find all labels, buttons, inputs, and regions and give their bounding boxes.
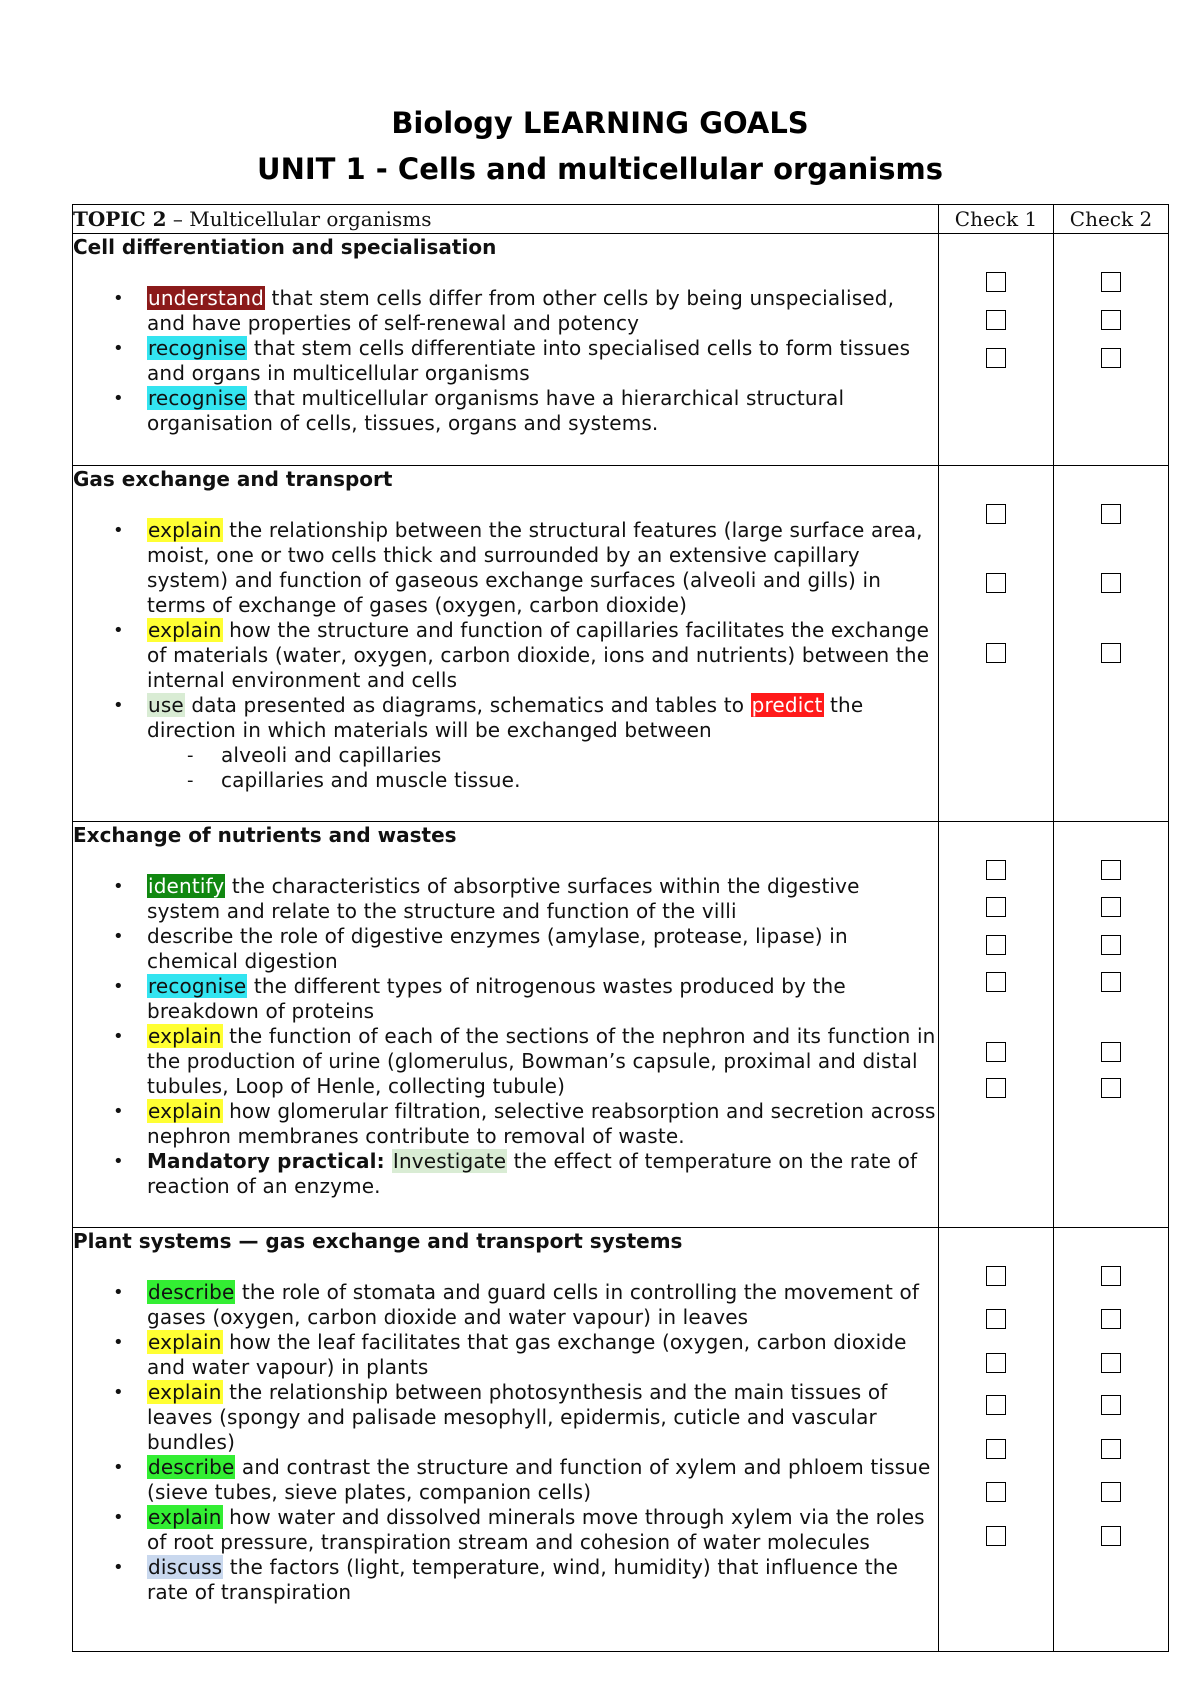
mandatory-label: Mandatory practical: xyxy=(147,1149,392,1173)
document-title-block xyxy=(0,100,1200,192)
checkbox[interactable] xyxy=(986,348,1006,368)
checkbox[interactable] xyxy=(986,1395,1006,1415)
goal-item xyxy=(73,693,938,793)
goal-item xyxy=(73,1455,938,1505)
checkbox[interactable] xyxy=(1101,1353,1121,1373)
check-1-cell xyxy=(939,466,1054,822)
checkbox[interactable] xyxy=(986,1309,1006,1329)
verb-highlight: predict xyxy=(751,693,823,717)
goal-text: the factors (light, temperature, wind, humidity) that influence the rate of transpiration xyxy=(147,1555,899,1604)
unit-title: UNIT 1 - Cells and multicellular organisms xyxy=(257,152,943,186)
sub-item: - alveoli and capillaries xyxy=(147,743,938,768)
verb-highlight: identify xyxy=(148,874,225,898)
goal-text: how the structure and function of capillaries facilitates the exchange of materials (water, oxygen, carbon dioxide, ions and nutrients) between the internal environment and cells xyxy=(147,618,930,692)
checkbox[interactable] xyxy=(1101,1266,1121,1286)
learning-goals-table xyxy=(72,204,1169,1652)
checkbox[interactable] xyxy=(1101,504,1121,524)
goal-item xyxy=(73,974,938,1024)
checkbox[interactable] xyxy=(986,272,1006,292)
goal-text: the effect of temperature on the rate of reaction of an enzyme. xyxy=(147,1149,918,1198)
goal-list xyxy=(73,874,938,1199)
verb-highlight: Investigate xyxy=(392,1149,507,1173)
verb-highlight: explain xyxy=(148,1505,222,1529)
goal-text: that stem cells differ from other cells by being unspecialised, and have properties of self-renewal and potency xyxy=(147,286,895,335)
goal-text: that multicellular organisms have a hierarchical structural organisation of cells, tissues, organs and systems. xyxy=(147,386,845,435)
goal-item xyxy=(73,1024,938,1099)
check-1-cell xyxy=(939,1228,1054,1652)
sub-item: - capillaries and muscle tissue. xyxy=(147,768,938,793)
verb-highlight: explain xyxy=(148,1024,222,1048)
verb-highlight: recognise xyxy=(148,336,247,360)
goal-item xyxy=(73,1505,938,1555)
checkbox[interactable] xyxy=(1101,897,1121,917)
section-row xyxy=(73,466,1169,822)
goal-item xyxy=(73,1380,938,1455)
verb-highlight: discuss xyxy=(148,1555,223,1579)
check-1-header: Check 1 xyxy=(939,205,1054,234)
verb-highlight: explain xyxy=(148,1380,222,1404)
verb-highlight: explain xyxy=(148,1099,222,1123)
goal-text: the relationship between the structural features (large surface area, moist, one or two cells thick and surrounded by an extensive capillary system) and function of gaseous exchange surfaces (alveoli and gills) in terms of exchange of gases (oxygen, carbon dioxide) xyxy=(147,518,923,617)
checkbox[interactable] xyxy=(986,935,1006,955)
checkbox[interactable] xyxy=(986,1526,1006,1546)
goal-list xyxy=(73,1280,938,1605)
goal-item xyxy=(73,518,938,618)
check-2-cell xyxy=(1054,822,1169,1228)
check-2-cell xyxy=(1054,1228,1169,1652)
check-2-cell xyxy=(1054,466,1169,822)
checkbox[interactable] xyxy=(1101,860,1121,880)
check-1-cell xyxy=(939,234,1054,466)
checkbox[interactable] xyxy=(1101,310,1121,330)
checkbox[interactable] xyxy=(986,643,1006,663)
goal-item xyxy=(73,874,938,924)
section-title: Cell differentiation and specialisation xyxy=(73,235,497,259)
checkbox[interactable] xyxy=(986,1266,1006,1286)
goal-item xyxy=(73,1149,938,1199)
checkbox[interactable] xyxy=(1101,935,1121,955)
section-row xyxy=(73,1228,1169,1652)
verb-highlight: recognise xyxy=(148,386,247,410)
checkbox[interactable] xyxy=(986,1439,1006,1459)
section-row xyxy=(73,234,1169,466)
check-1-cell xyxy=(939,822,1054,1228)
goal-text: how water and dissolved minerals move through xylem via the roles of root pressure, transpiration stream and cohesion of water molecules xyxy=(147,1505,925,1554)
sub-list xyxy=(147,743,938,793)
checkbox[interactable] xyxy=(986,1078,1006,1098)
section-title: Gas exchange and transport xyxy=(73,467,393,491)
goal-text: the role of stomata and guard cells in controlling the movement of gases (oxygen, carbon dioxide and water vapour) in leaves xyxy=(147,1280,920,1329)
goal-list xyxy=(73,286,938,436)
verb-highlight: use xyxy=(148,693,184,717)
goal-text: the different types of nitrogenous wastes produced by the breakdown of proteins xyxy=(147,974,846,1023)
topic-header xyxy=(73,205,939,234)
checkbox[interactable] xyxy=(1101,348,1121,368)
checkbox[interactable] xyxy=(1101,1482,1121,1502)
document-title: Biology LEARNING GOALS xyxy=(391,106,809,140)
section-cell xyxy=(73,1228,939,1652)
goal-item xyxy=(73,618,938,693)
goal-text: the relationship between photosynthesis and the main tissues of leaves (spongy and palisade mesophyll, epidermis, cuticle and vascular bundles) xyxy=(147,1380,888,1454)
goal-text: the characteristics of absorptive surfaces within the digestive system and relate to the structure and function of the villi xyxy=(147,874,860,923)
section-cell xyxy=(73,466,939,822)
table-header-row xyxy=(73,205,1169,234)
topic-label: TOPIC 2 xyxy=(73,207,167,231)
checkbox[interactable] xyxy=(986,860,1006,880)
checkbox[interactable] xyxy=(1101,1078,1121,1098)
section-cell xyxy=(73,234,939,466)
checkbox[interactable] xyxy=(986,573,1006,593)
checkbox[interactable] xyxy=(1101,1526,1121,1546)
checkbox[interactable] xyxy=(986,1042,1006,1062)
goal-item xyxy=(73,386,938,436)
topic-dash: – xyxy=(166,207,190,231)
verb-highlight: explain xyxy=(148,518,222,542)
verb-highlight: explain xyxy=(148,1330,222,1354)
goal-text: data presented as diagrams, schematics and tables to xyxy=(184,693,751,717)
checkbox[interactable] xyxy=(986,504,1006,524)
checkbox[interactable] xyxy=(1101,1395,1121,1415)
goal-item xyxy=(73,286,938,336)
section-cell xyxy=(73,822,939,1228)
goal-text: describe the role of digestive enzymes (amylase, protease, lipase) in chemical digestion xyxy=(147,924,848,973)
checkbox[interactable] xyxy=(1101,643,1121,663)
goal-text: that stem cells differentiate into specialised cells to form tissues and organs in multicellular organisms xyxy=(147,336,911,385)
checkbox[interactable] xyxy=(986,310,1006,330)
checkbox[interactable] xyxy=(1101,1439,1121,1459)
goal-item xyxy=(73,336,938,386)
goal-item xyxy=(73,1280,938,1330)
section-row xyxy=(73,822,1169,1228)
checkbox[interactable] xyxy=(1101,972,1121,992)
checkbox[interactable] xyxy=(986,897,1006,917)
checkbox[interactable] xyxy=(1101,573,1121,593)
goal-text: how glomerular filtration, selective reabsorption and secretion across nephron membranes contribute to removal of waste. xyxy=(147,1099,936,1148)
check-2-cell xyxy=(1054,234,1169,466)
verb-highlight: recognise xyxy=(148,974,247,998)
section-title: Exchange of nutrients and wastes xyxy=(73,823,457,847)
checkbox[interactable] xyxy=(986,972,1006,992)
goal-text: the function of each of the sections of the nephron and its function in the production of urine (glomerulus, Bowman’s capsule, proximal and distal tubules, Loop of Henle, collecting tubule) xyxy=(147,1024,936,1098)
goal-text: the direction in which materials will be exchanged between xyxy=(147,693,864,742)
goal-item xyxy=(73,1555,938,1605)
goal-item xyxy=(73,1330,938,1380)
checkbox[interactable] xyxy=(1101,1309,1121,1329)
checkbox[interactable] xyxy=(986,1482,1006,1502)
verb-highlight: explain xyxy=(148,618,222,642)
goal-text: how the leaf facilitates that gas exchange (oxygen, carbon dioxide and water vapour) in plants xyxy=(147,1330,907,1379)
checkbox[interactable] xyxy=(1101,1042,1121,1062)
topic-name: Multicellular organisms xyxy=(189,207,432,231)
check-2-header: Check 2 xyxy=(1054,205,1169,234)
goal-text: and contrast the structure and function of xylem and phloem tissue (sieve tubes, sieve plates, companion cells) xyxy=(147,1455,931,1504)
verb-highlight: understand xyxy=(148,286,264,310)
verb-highlight: describe xyxy=(148,1280,235,1304)
section-title: Plant systems — gas exchange and transport systems xyxy=(73,1229,683,1253)
goal-list xyxy=(73,518,938,793)
goal-item xyxy=(73,924,938,974)
goal-item xyxy=(73,1099,938,1149)
verb-highlight: describe xyxy=(148,1455,235,1479)
checkbox[interactable] xyxy=(1101,272,1121,292)
checkbox[interactable] xyxy=(986,1353,1006,1373)
